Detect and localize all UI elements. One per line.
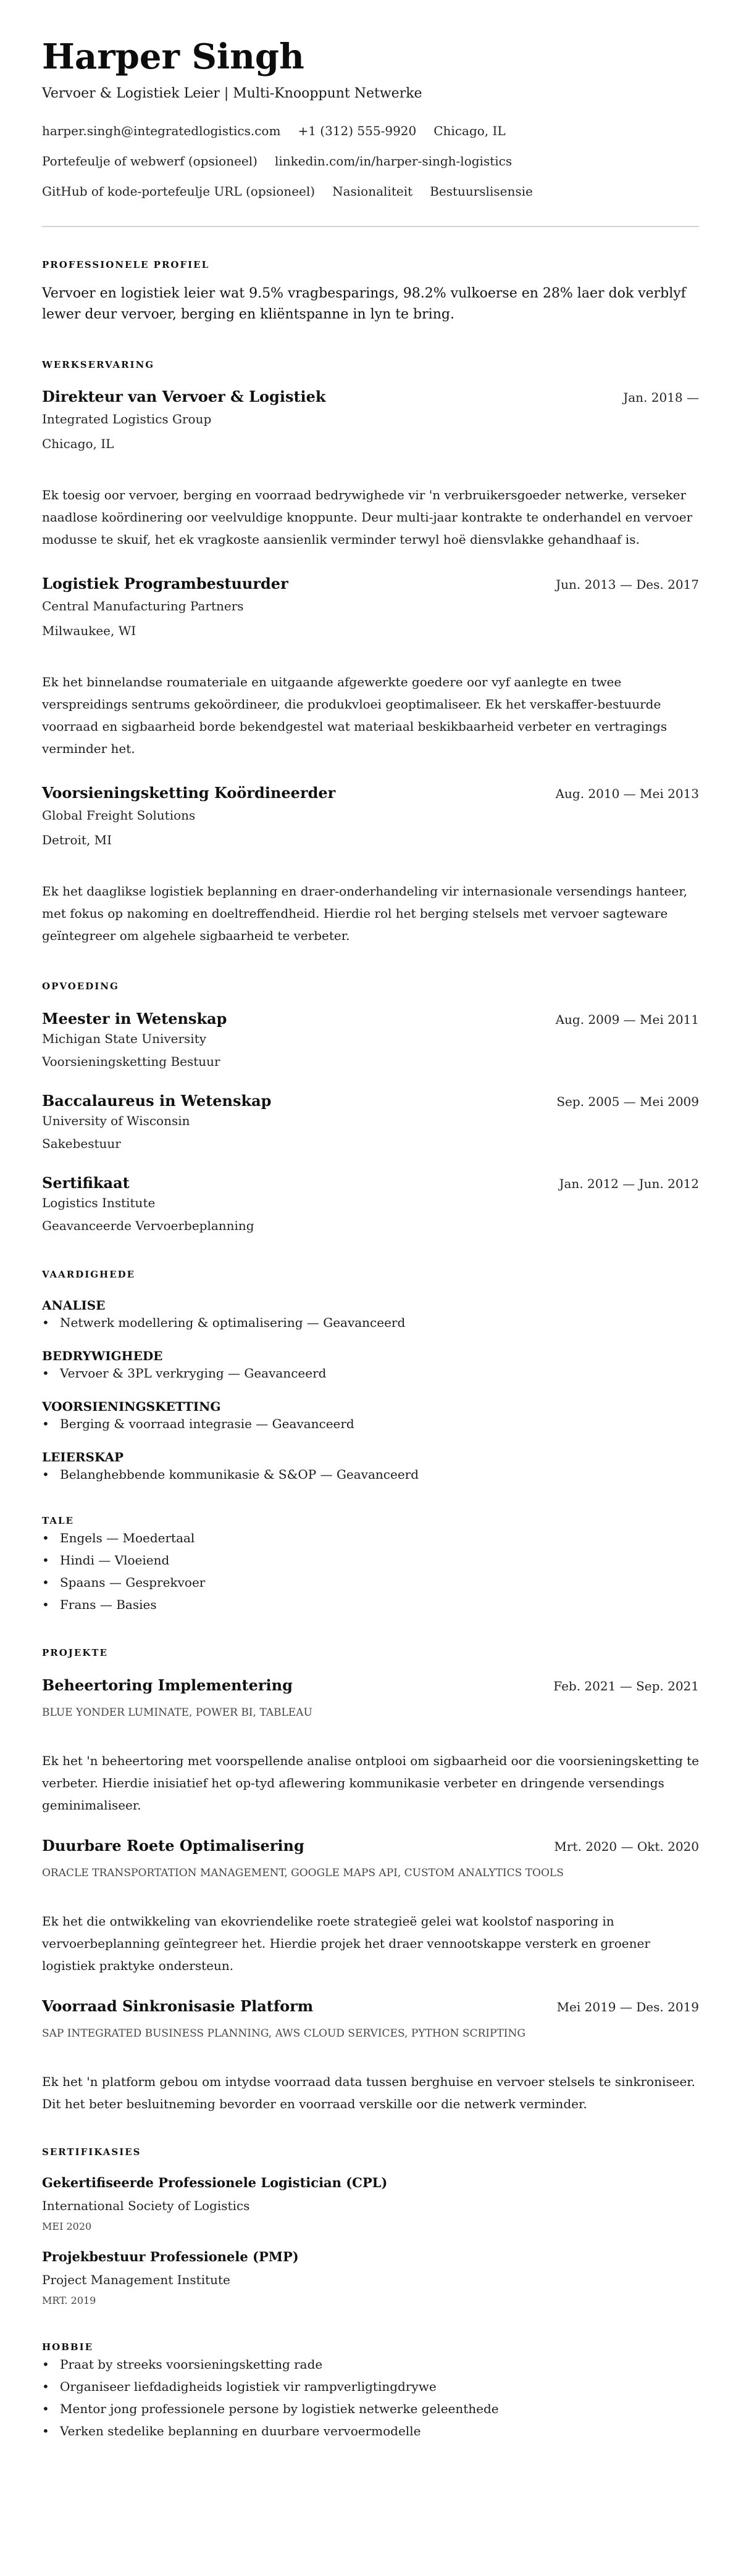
certification-entry bbox=[42, 2248, 699, 2308]
education-date: Sep. 2005 — Mei 2009 bbox=[556, 1094, 699, 1109]
contact-github[interactable]: GitHub of kode-portefeulje URL (opsioneel) bbox=[42, 184, 316, 199]
project-date: Mei 2019 — Des. 2019 bbox=[556, 2000, 699, 2014]
skill-list bbox=[42, 1415, 699, 1433]
contact-info bbox=[42, 122, 699, 201]
certification-name: Projekbestuur Professionele (PMP) bbox=[42, 2249, 299, 2264]
contact-email[interactable]: harper.singh@integratedlogistics.com bbox=[42, 123, 281, 138]
hobby-item: • Organiseer liefdadigheids logistiek vir rampverligtingdrywe bbox=[42, 2375, 699, 2398]
skill-category: BEDRYWIGHEDE bbox=[42, 1348, 163, 1363]
profile-summary: Vervoer en logistiek leier wat 9.5% vragbesparings, 98.2% vulkoerse en 28% laer dok verblyf lewer deur vervoer, berging en kliëntspanne in lyn te bring. bbox=[42, 286, 686, 322]
header-divider bbox=[42, 226, 699, 227]
job-entry bbox=[42, 388, 699, 551]
language-item: • Frans — Basies bbox=[42, 1593, 699, 1616]
job-company: Central Manufacturing Partners bbox=[42, 599, 244, 613]
job-date: Jan. 2018 — bbox=[623, 390, 699, 405]
contact-row bbox=[42, 152, 699, 170]
job-date: Aug. 2010 — Mei 2013 bbox=[555, 786, 699, 801]
candidate-tagline: Vervoer & Logistiek Leier | Multi-Knooppunt Netwerke bbox=[42, 86, 422, 101]
certification-date: MEI 2020 bbox=[42, 2221, 92, 2232]
skill-item: • Netwerk modellering & optimalisering — Geavanceerd bbox=[42, 1313, 699, 1332]
job-title: Voorsieningsketting Koördineerder bbox=[42, 784, 336, 802]
field-of-study: Voorsieningsketting Bestuur bbox=[42, 1054, 220, 1069]
project-description: Ek het 'n beheertoring met voorspellende analise ontplooi om sigbaarheid oor die voorsieningsketting te verbeter. Hierdie inisiatief het op-tyd aflewering kommunikasie verbeter en dringende versendings geminimaliseer. bbox=[42, 1753, 699, 1813]
section-heading: VAARDIGHEDE bbox=[42, 1269, 136, 1280]
contact-row bbox=[42, 182, 699, 201]
section-heading: OPVOEDING bbox=[42, 981, 119, 992]
contact-drivers-license: Bestuurslisensie bbox=[430, 184, 533, 199]
candidate-name: Harper Singh bbox=[42, 36, 304, 77]
certification-name: Gekertifiseerde Professionele Logistician (CPL) bbox=[42, 2175, 388, 2190]
hobby-item: • Verken stedelike beplanning en duurbare vervoermodelle bbox=[42, 2420, 699, 2442]
project-title: Duurbare Roete Optimalisering bbox=[42, 1837, 304, 1855]
language-item: • Hindi — Vloeiend bbox=[42, 1549, 699, 1571]
education-section bbox=[42, 980, 699, 1235]
resume-header bbox=[42, 37, 699, 201]
profile-section bbox=[42, 259, 699, 325]
language-item: • Spaans — Gesprekvoer bbox=[42, 1571, 699, 1593]
section-heading: TALE bbox=[42, 1515, 74, 1526]
skills-section bbox=[42, 1268, 699, 1484]
skill-item: • Belanghebbende kommunikasie & S&OP — Geavanceerd bbox=[42, 1465, 699, 1484]
hobbies-section bbox=[42, 2341, 699, 2442]
language-list bbox=[42, 1527, 699, 1616]
job-company: Integrated Logistics Group bbox=[42, 412, 212, 426]
contact-nationality: Nasionaliteit bbox=[332, 184, 413, 199]
skill-category: LEIERSKAP bbox=[42, 1450, 124, 1465]
project-date: Feb. 2021 — Sep. 2021 bbox=[553, 1679, 699, 1693]
project-title: Beheertoring Implementering bbox=[42, 1676, 293, 1694]
job-title: Direkteur van Vervoer & Logistiek bbox=[42, 388, 326, 405]
job-description: Ek toesig oor vervoer, berging en voorraad bedrywighede vir 'n verbruikersgoeder netwerke, verseker naadlose koördinering oor veelvuldige knoppunte. Deur multi-jaar kontrakte te onderhandel en vervoer modusse te skuif, het ek vragkoste aansienlik verminder terwyl hoë diensvlakke gehandhaaf is. bbox=[42, 488, 693, 547]
field-of-study: Geavanceerde Vervoerbeplanning bbox=[42, 1218, 254, 1233]
skill-category: VOORSIENINGSKETTING bbox=[42, 1399, 221, 1414]
project-description: Ek het die ontwikkeling van ekovriendelike roete strategieë gelei wat koolstof nasporing in vervoerbeplanning geïntegreer het. Hierdie projek het draer vennootskappe versterk en groener logistiek praktyke ondersteun. bbox=[42, 1914, 650, 1973]
degree-title: Meester in Wetenskap bbox=[42, 1010, 227, 1028]
job-company: Global Freight Solutions bbox=[42, 808, 196, 823]
certification-date: MRT. 2019 bbox=[42, 2295, 96, 2306]
skill-item: • Berging & voorraad integrasie — Geavanceerd bbox=[42, 1415, 699, 1433]
contact-linkedin[interactable]: linkedin.com/in/harper-singh-logistics bbox=[274, 154, 513, 168]
education-entry bbox=[42, 1092, 699, 1153]
hobby-list bbox=[42, 2353, 699, 2442]
skill-list bbox=[42, 1364, 699, 1382]
project-entry bbox=[42, 1997, 699, 2115]
skill-item: • Vervoer & 3PL verkryging — Geavanceerd bbox=[42, 1364, 699, 1382]
project-entry bbox=[42, 1676, 699, 1816]
education-date: Jan. 2012 — Jun. 2012 bbox=[559, 1176, 699, 1191]
contact-location: Chicago, IL bbox=[433, 123, 506, 138]
field-of-study: Sakebestuur bbox=[42, 1136, 121, 1151]
job-date: Jun. 2013 — Des. 2017 bbox=[556, 577, 699, 592]
job-location: Chicago, IL bbox=[42, 436, 114, 451]
contact-portfolio[interactable]: Portefeulje of webwerf (opsioneel) bbox=[42, 154, 257, 168]
job-description: Ek het daaglikse logistiek beplanning en draer-onderhandeling vir internasionale versendings hanteer, met fokus op nakoming en doeltreffendheid. Hierdie rol het berging stelsels met vervoer sagteware geïntegreer om algehele sigbaarheid te verbeter. bbox=[42, 884, 687, 943]
school-name: Michigan State University bbox=[42, 1031, 207, 1046]
school-name: University of Wisconsin bbox=[42, 1113, 190, 1128]
experience-section bbox=[42, 359, 699, 947]
job-description: Ek het binnelandse roumateriale en uitgaande afgewerkte goedere oor vyf aanlegte en twee verspreidings sentrums gekoördineer, die produkvloei geoptimaliseer. Ek het verskaffer-bestuurde voorraad en sigbaarheid borde bekendgestel wat materiaal beskikbaarheid verbeter en vertragings verminder het. bbox=[42, 675, 668, 756]
contact-phone[interactable]: +1 (312) 555-9920 bbox=[298, 123, 417, 138]
certification-issuer: Project Management Institute bbox=[42, 2272, 230, 2287]
job-entry bbox=[42, 575, 699, 760]
skill-category: ANALISE bbox=[42, 1298, 106, 1313]
project-entry bbox=[42, 1837, 699, 1977]
section-heading: HOBBIE bbox=[42, 2341, 94, 2353]
hobby-item: • Praat by streeks voorsieningsketting rade bbox=[42, 2353, 699, 2375]
section-heading: PROJEKTE bbox=[42, 1647, 108, 1658]
skill-list bbox=[42, 1465, 699, 1484]
certification-entry bbox=[42, 2174, 699, 2233]
skill-list bbox=[42, 1313, 699, 1332]
degree-title: Sertifikaat bbox=[42, 1174, 130, 1192]
job-location: Milwaukee, WI bbox=[42, 623, 136, 638]
project-date: Mrt. 2020 — Okt. 2020 bbox=[554, 1839, 699, 1854]
hobby-item: • Mentor jong professionele persone by logistiek netwerke geleenthede bbox=[42, 2398, 699, 2420]
contact-row bbox=[42, 122, 699, 140]
section-heading: WERKSERVARING bbox=[42, 359, 155, 370]
education-date: Aug. 2009 — Mei 2011 bbox=[555, 1012, 699, 1027]
languages-section bbox=[42, 1514, 699, 1616]
project-description: Ek het 'n platform gebou om intydse voorraad data tussen berghuise en vervoer stelsels te sinkroniseer. Dit het beter besluitneming bevorder en voorraad verskille oor die netwerk verminder. bbox=[42, 2074, 695, 2111]
job-entry bbox=[42, 784, 699, 947]
job-title: Logistiek Programbestuurder bbox=[42, 575, 288, 592]
certification-issuer: International Society of Logistics bbox=[42, 2198, 250, 2213]
projects-section bbox=[42, 1647, 699, 2115]
project-tech: SAP INTEGRATED BUSINESS PLANNING, AWS CLOUD SERVICES, PYTHON SCRIPTING bbox=[42, 2027, 525, 2040]
education-entry bbox=[42, 1174, 699, 1235]
language-item: • Engels — Moedertaal bbox=[42, 1527, 699, 1549]
degree-title: Baccalaureus in Wetenskap bbox=[42, 1092, 272, 1110]
job-location: Detroit, MI bbox=[42, 833, 112, 847]
project-tech: BLUE YONDER LUMINATE, POWER BI, TABLEAU bbox=[42, 1706, 312, 1719]
school-name: Logistics Institute bbox=[42, 1195, 156, 1210]
section-heading: PROFESSIONELE PROFIEL bbox=[42, 259, 210, 270]
education-entry bbox=[42, 1010, 699, 1071]
section-heading: SERTIFIKASIES bbox=[42, 2146, 141, 2158]
certifications-section bbox=[42, 2146, 699, 2308]
project-title: Voorraad Sinkronisasie Platform bbox=[42, 1997, 314, 2015]
project-tech: ORACLE TRANSPORTATION MANAGEMENT, GOOGLE MAPS API, CUSTOM ANALYTICS TOOLS bbox=[42, 1867, 564, 1879]
